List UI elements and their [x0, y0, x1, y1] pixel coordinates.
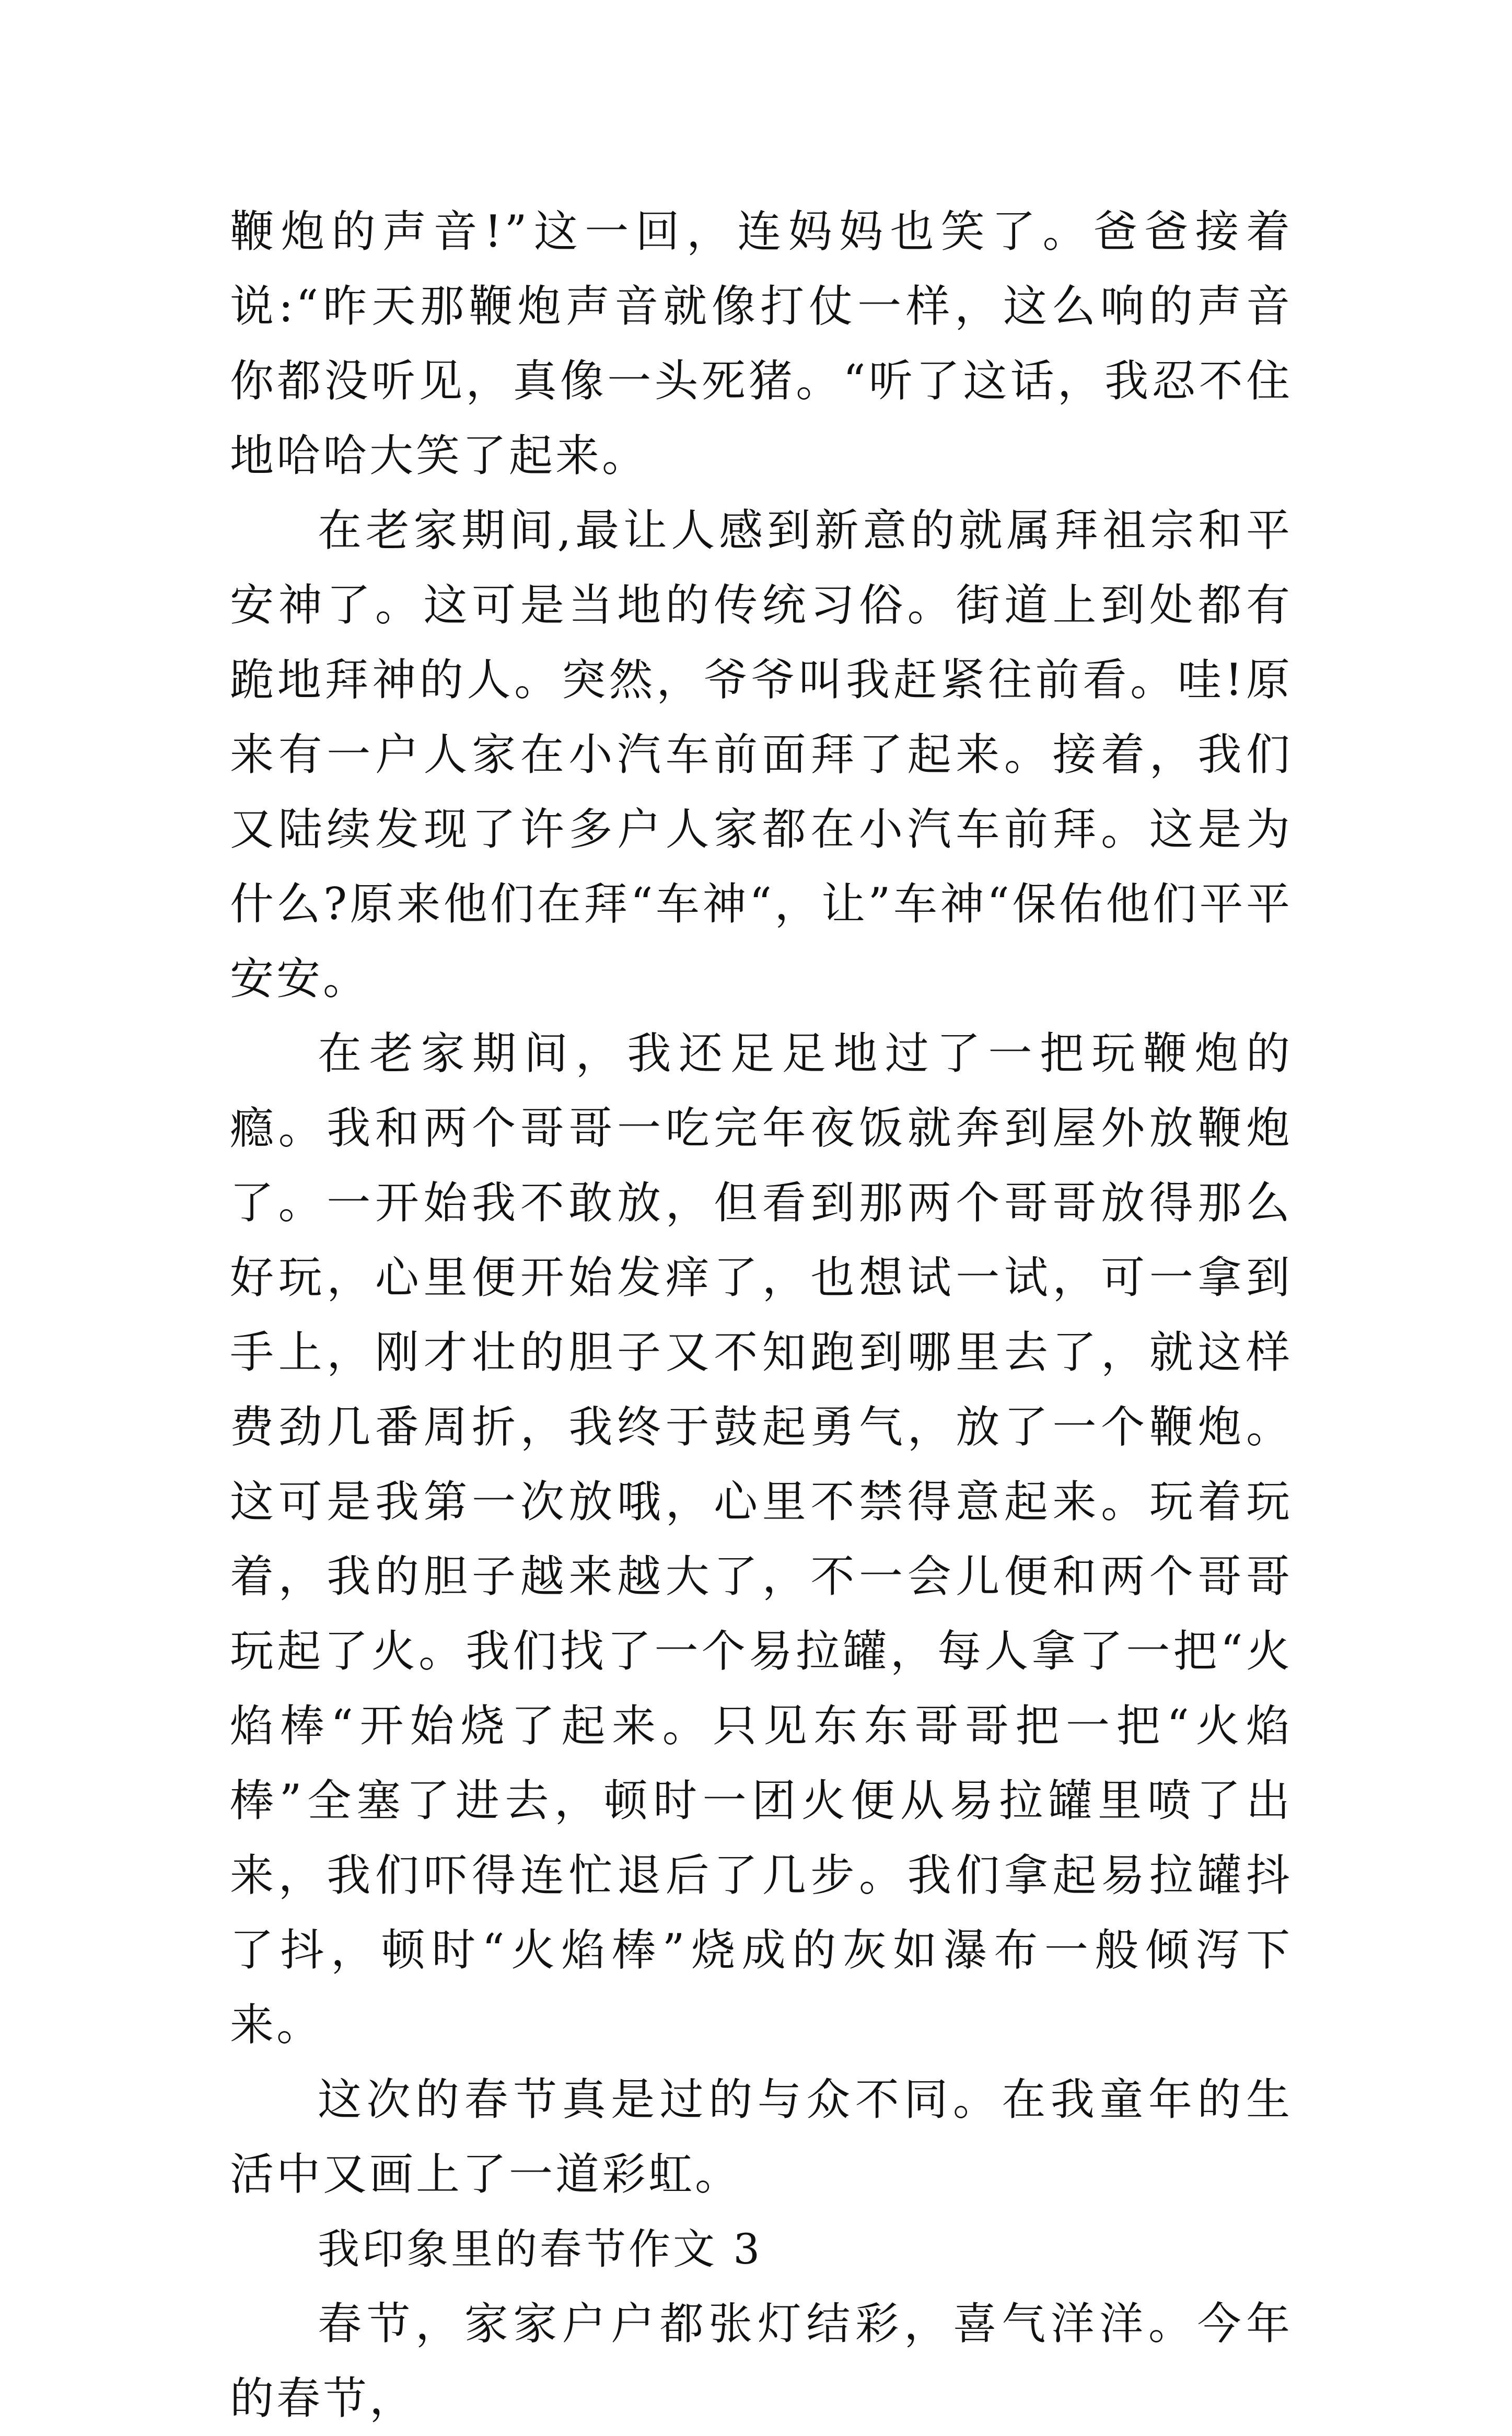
paragraph-2: 在老家期间,最让人感到新意的就属拜祖宗和平安神了。这可是当地的传统习俗。街道上到处都有跪地拜神的人。突然，爷爷叫我赶紧往前看。哇!原来有一户人家在小汽车前面拜了起来。接着，我们又陆续发现了许多户人家都在小汽车前拜。这是为什么?原来他们在拜“车神“，让”车神“保佑他们平平安安。: [230, 505, 1293, 1004]
document-body: [230, 194, 1293, 2436]
paragraph-4: 这次的春节真是过的与众不同。在我童年的生活中又画上了一道彩虹。: [230, 2074, 1293, 2200]
section-heading: 我印象里的春节作文 3: [318, 2225, 763, 2273]
paragraph-3: 在老家期间，我还足足地过了一把玩鞭炮的瘾。我和两个哥哥一吃完年夜饭就奔到屋外放鞭炮了。一开始我不敢放，但看到那两个哥哥放得那么好玩，心里便开始发痒了，也想试一试，可一拿到手上，刚才壮的胆子又不知跑到哪里去了，就这样费劲几番周折，我终于鼓起勇气，放了一个鞭炮。这可是我第一次放哦，心里不禁得意起来。玩着玩着，我的胆子越来越大了，不一会儿便和两个哥哥玩起了火。我们找了一个易拉罐，每人拿了一把“火焰棒“开始烧了起来。只见东东哥哥把一把“火焰棒”全塞了进去，顿时一团火便从易拉罐里喷了出来，我们吓得连忙退后了几步。我们拿起易拉罐抖了抖，顿时“火焰棒”烧成的灰如瀑布一般倾泻下来。: [230, 1028, 1293, 2050]
paragraph-1: 鞭炮的声音!”这一回，连妈妈也笑了。爸爸接着说:“昨天那鞭炮声音就像打仗一样，这么响的声音你都没听见，真像一头死猪。“听了这话，我忍不住地哈哈大笑了起来。: [230, 206, 1293, 481]
paragraph-5: 春节，家家户户都张灯结彩，喜气洋洋。今年的春节，: [230, 2298, 1293, 2424]
